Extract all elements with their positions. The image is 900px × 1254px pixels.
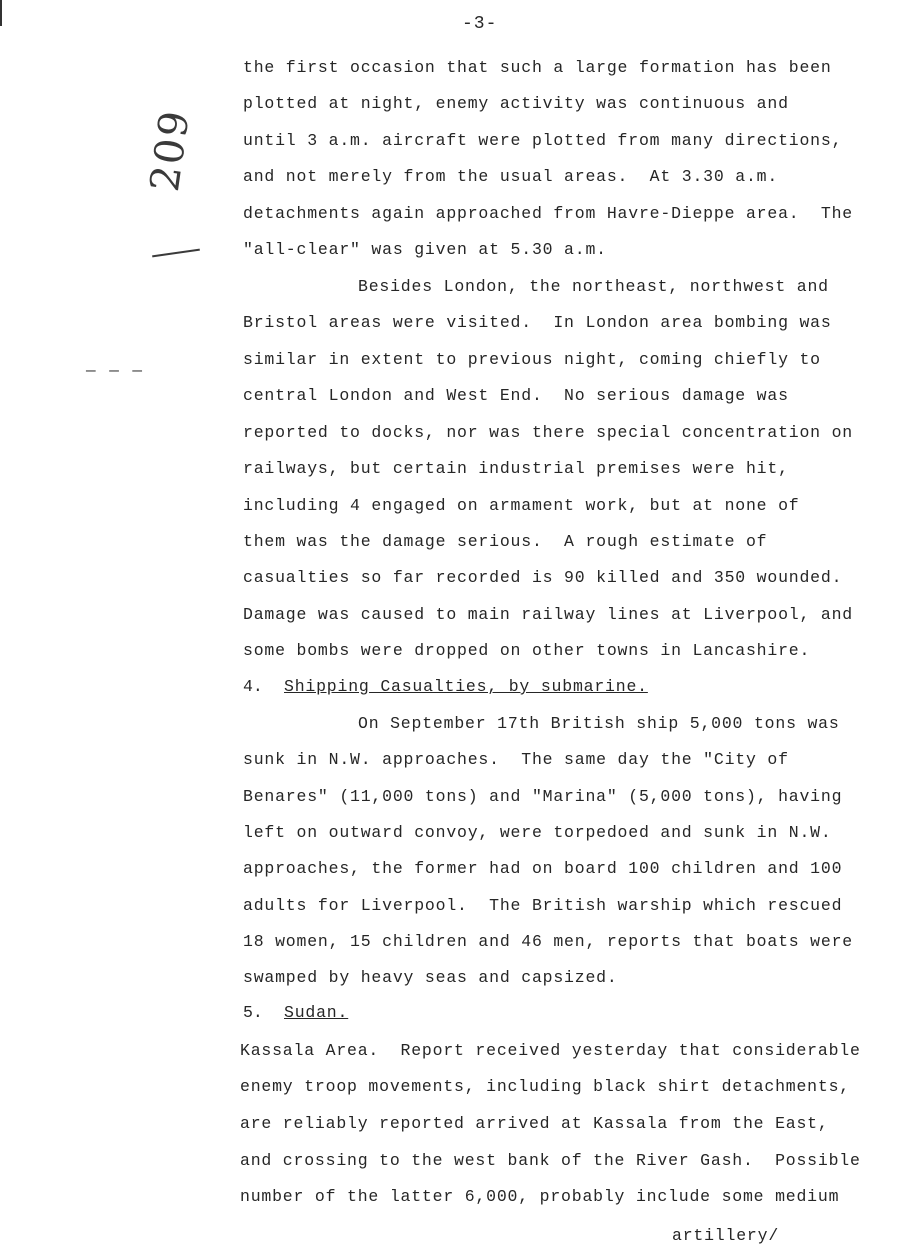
text-line: and not merely from the usual areas. At 3.30 a.m. — [243, 167, 779, 186]
continuation-word: artillery/ — [672, 1226, 780, 1245]
text-line: plotted at night, enemy activity was continuous and — [243, 94, 789, 113]
margin-note-underline — [152, 249, 200, 258]
margin-dashes: — — — — [86, 362, 145, 380]
text-line: number of the latter 6,000, probably include some medium — [240, 1187, 840, 1206]
text-line: approaches, the former had on board 100 children and 100 — [243, 859, 843, 878]
section-5-title: Sudan. — [284, 1003, 349, 1022]
text-line: sunk in N.W. approaches. The same day the "City of — [243, 750, 789, 769]
binding-edge-mark — [0, 0, 2, 26]
text-line: including 4 engaged on armament work, but at none of — [243, 496, 800, 515]
text-line: Damage was caused to main railway lines at Liverpool, and — [243, 605, 853, 624]
section-4-number: 4. — [243, 677, 263, 696]
text-line: them was the damage serious. A rough estimate of — [243, 532, 768, 551]
page-number: -3- — [462, 14, 498, 34]
text-line: the first occasion that such a large formation has been — [243, 58, 832, 77]
text-line: casualties so far recorded is 90 killed and 350 wounded. — [243, 568, 843, 587]
text-line: Benares" (11,000 tons) and "Marina" (5,000 tons), having — [243, 787, 843, 806]
text-line: until 3 a.m. aircraft were plotted from many directions, — [243, 131, 843, 150]
text-line: and crossing to the west bank of the River Gash. Possible — [240, 1151, 861, 1170]
text-line: railways, but certain industrial premises were hit, — [243, 459, 789, 478]
text-line: adults for Liverpool. The British warship which rescued — [243, 896, 843, 915]
text-line: swamped by heavy seas and capsized. — [243, 968, 618, 987]
text-line: detachments again approached from Havre-Dieppe area. The — [243, 204, 853, 223]
text-line: Bristol areas were visited. In London area bombing was — [243, 313, 832, 332]
text-line: 18 women, 15 children and 46 men, reports that boats were — [243, 932, 853, 951]
text-line: reported to docks, nor was there special concentration on — [243, 423, 853, 442]
text-line: left on outward convoy, were torpedoed and sunk in N.W. — [243, 823, 832, 842]
text-line: similar in extent to previous night, coming chiefly to — [243, 350, 821, 369]
handwritten-margin-note: 209 — [142, 106, 200, 195]
text-line: On September 17th British ship 5,000 tons was — [358, 714, 840, 733]
text-line: some bombs were dropped on other towns in Lancashire. — [243, 641, 811, 660]
text-line: enemy troop movements, including black shirt detachments, — [240, 1077, 850, 1096]
text-line: "all-clear" was given at 5.30 a.m. — [243, 240, 607, 259]
text-line: are reliably reported arrived at Kassala from the East, — [240, 1114, 829, 1133]
text-line: Besides London, the northeast, northwest and — [358, 277, 829, 296]
text-line: Kassala Area. Report received yesterday that considerable — [240, 1041, 861, 1060]
section-5-number: 5. — [243, 1003, 263, 1022]
section-4-title: Shipping Casualties, by submarine. — [284, 677, 648, 696]
text-line: central London and West End. No serious damage was — [243, 386, 789, 405]
